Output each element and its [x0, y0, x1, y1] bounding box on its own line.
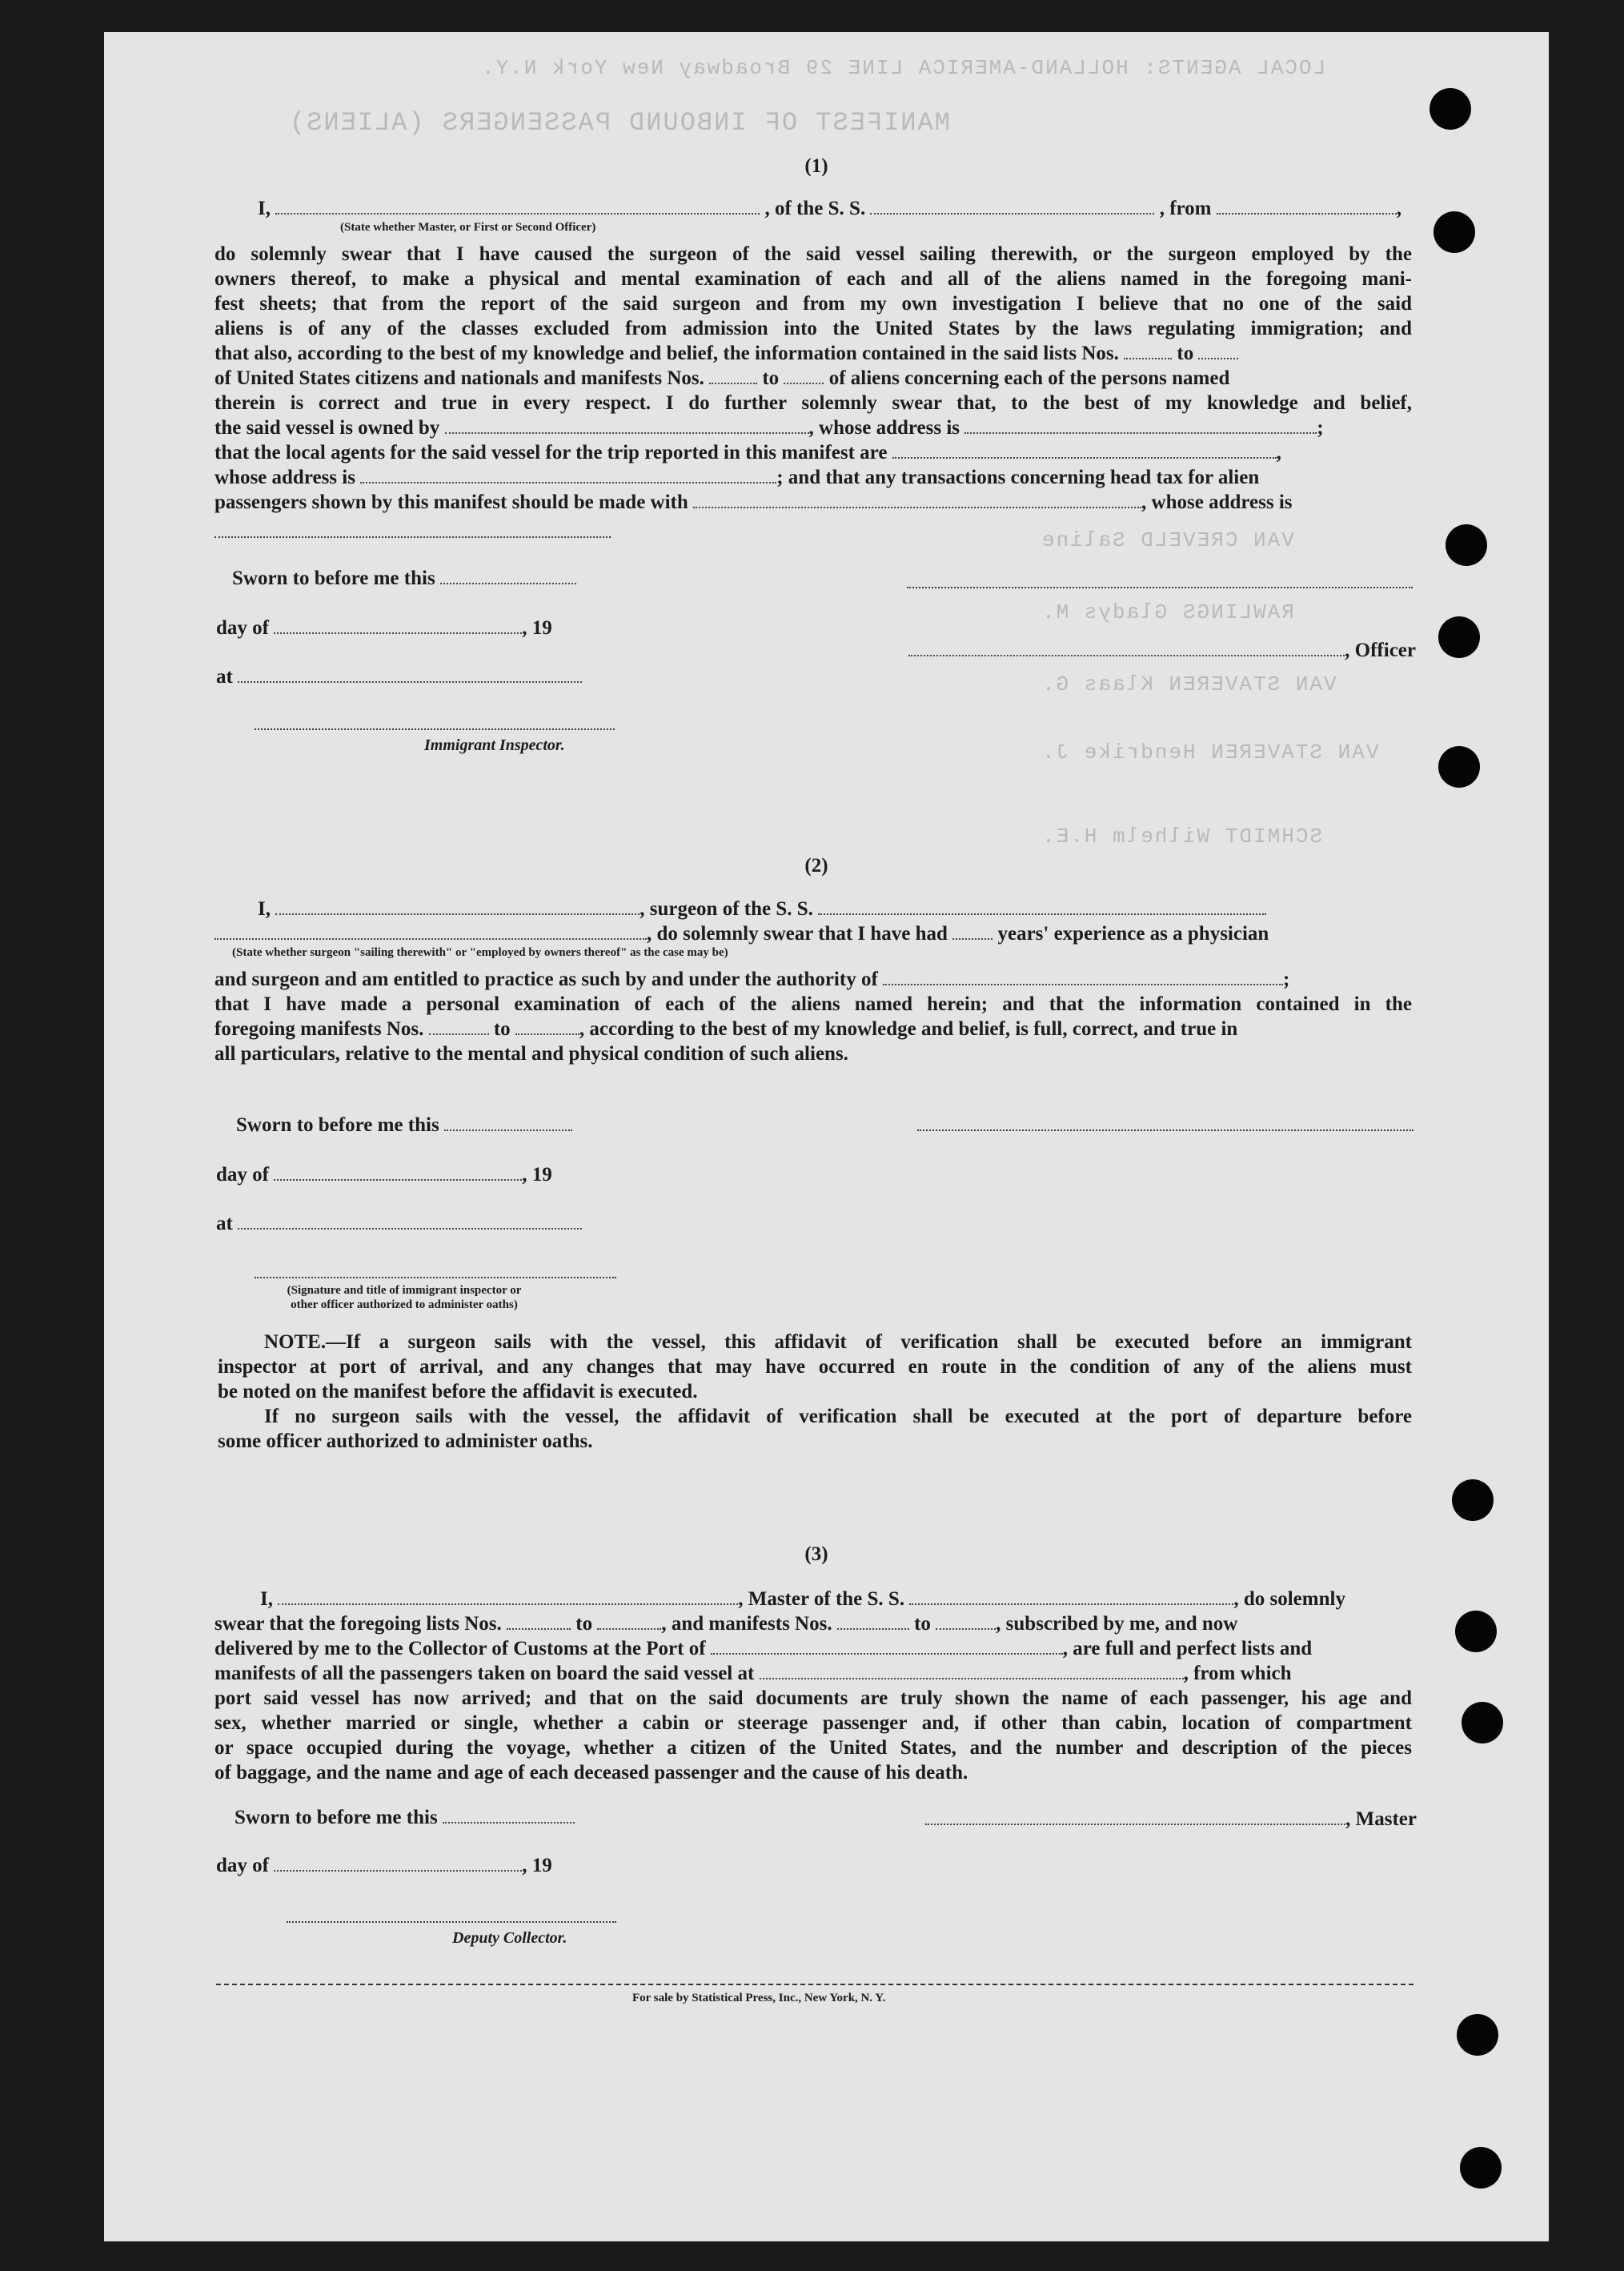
at-label: at — [216, 664, 616, 689]
sworn-date-field[interactable] — [440, 567, 576, 584]
agents-address-field[interactable] — [360, 466, 776, 483]
place-field[interactable] — [238, 1212, 582, 1230]
deputy-collector-caption: Deputy Collector. — [452, 1929, 567, 1947]
surgeon-status-note: (State whether surgeon "sailing therewith" or "employed by owners thereof" as the case may be) — [232, 946, 728, 959]
bleed-through-name: RAWLINGS Gladys M. — [1041, 600, 1294, 624]
surgeon-line: that I have made a personal examination of each of the aliens named herein; and that the information contained in the — [215, 993, 1412, 1015]
from-label: , from — [1159, 198, 1212, 219]
footer-rule — [216, 1984, 1413, 1985]
oath-line: that the local agents for the said vessel for the trip reported in this manifest are , — [215, 442, 1281, 463]
officer-signature-line-1[interactable] — [907, 587, 1413, 588]
day-of-label: day of , 19 — [216, 617, 552, 639]
punch-hole — [1462, 1702, 1503, 1743]
punch-hole — [1430, 88, 1471, 130]
punch-hole — [1457, 2014, 1498, 2056]
day-of-label: day of , 19 — [216, 1164, 552, 1186]
surgeon-line: all particulars, relative to the mental and physical condition of such aliens. — [215, 1043, 848, 1065]
owner-address-field[interactable] — [964, 416, 1317, 434]
oath-line: of United States citizens and nationals and manifests Nos. to of aliens concerning each of the persons named — [215, 367, 1230, 389]
officer-line: , Officer — [907, 638, 1416, 663]
head-tax-address-field[interactable] — [215, 536, 611, 538]
officer-title-field[interactable] — [275, 197, 760, 215]
deputy-collector-signature-line[interactable] — [287, 1921, 616, 1923]
embarkation-port-field[interactable] — [760, 1662, 1184, 1679]
bleed-through-title: MANIFEST OF INBOUND PASSENGERS (ALIENS) — [288, 108, 950, 138]
note-line: be noted on the manifest before the affidavit is executed. — [218, 1381, 698, 1402]
surgeon-signature-line[interactable] — [917, 1129, 1413, 1131]
head-tax-contact-field[interactable] — [693, 491, 1141, 508]
lists-from-field[interactable] — [1124, 342, 1172, 359]
surgeon-line: , do solemnly swear that I have had years' experience as a physician — [215, 921, 1415, 946]
master-line: or space occupied during the voyage, whether a citizen of the United States, and the number and description of the pieces — [215, 1737, 1412, 1759]
oath-line: therein is correct and true in every respect. I do further solemnly swear that, to the best of my knowledge and belief, — [215, 392, 1412, 414]
master-line: I, , Master of the S. S. , do solemnly — [260, 1588, 1345, 1610]
punch-hole — [1438, 616, 1480, 658]
departure-port-field[interactable] — [1217, 197, 1397, 215]
of-ss-label: , of the S. S. — [764, 198, 866, 219]
bleed-through-name: VAN STAVEREN Klaas G. — [1041, 672, 1337, 696]
master-lists-from-field[interactable] — [507, 1612, 571, 1630]
place-field[interactable] — [238, 665, 582, 683]
master-signature: , Master — [912, 1807, 1417, 1832]
bleed-through-name: VAN STAVEREN Hendrike J. — [1041, 740, 1379, 764]
day-of-label: day of , 19 — [216, 1855, 552, 1876]
surgeon-vessel-field[interactable] — [818, 897, 1266, 915]
surgeon-status-field[interactable] — [215, 922, 647, 940]
note-line: NOTE.—If a surgeon sails with the vessel, this affidavit of verification shall be executed before an immigrant — [264, 1331, 1412, 1353]
punch-hole — [1455, 1611, 1497, 1652]
note-line: If no surgeon sails with the vessel, the affidavit of verification shall be executed at the port of departure before — [264, 1406, 1412, 1427]
section-3-number: (3) — [804, 1543, 828, 1565]
administering-officer-signature-line[interactable] — [255, 1277, 616, 1278]
punch-hole — [1438, 746, 1480, 788]
officer-signature-field[interactable] — [908, 639, 1345, 656]
practice-authority-field[interactable] — [883, 968, 1283, 985]
vessel-name-field[interactable] — [870, 197, 1154, 215]
month-field[interactable] — [274, 616, 522, 634]
pronoun-label: I, — [258, 198, 271, 219]
sworn-date-field[interactable] — [443, 1806, 575, 1824]
sworn-date-field[interactable] — [444, 1113, 572, 1131]
local-agents-field[interactable] — [892, 441, 1277, 459]
punch-hole — [1434, 211, 1475, 253]
section-1-first-line: I, , of the S. S. , from , — [258, 198, 1401, 219]
years-experience-field[interactable] — [952, 922, 992, 940]
surgeon-line: and surgeon and am entitled to practice as such by and under the authority of ; — [215, 969, 1290, 990]
note-label: NOTE. — [264, 1331, 327, 1353]
master-vessel-field[interactable] — [909, 1587, 1233, 1605]
surgeon-manifests-to-field[interactable] — [515, 1017, 579, 1035]
officer-title-note: (State whether Master, or First or Second Officer) — [340, 221, 596, 234]
oath-line: owners thereof, to make a physical and mental examination of each and all of the aliens named in the foregoing mani- — [215, 268, 1412, 290]
printer-credit: For sale by Statistical Press, Inc., New York, N. Y. — [632, 1992, 886, 2004]
master-line: manifests of all the passengers taken on board the said vessel at , from which — [215, 1663, 1292, 1684]
bleed-through-name: VAN CREVELD Saline — [1041, 528, 1294, 552]
master-lists-to-field[interactable] — [597, 1612, 661, 1630]
bleed-through-header: LOCAL AGENTS: HOLLAND-AMERICA LINE 29 Broadway New York N.Y. — [480, 56, 1326, 80]
manifests-to-field[interactable] — [784, 367, 824, 384]
inspector-signature-line[interactable] — [255, 728, 615, 730]
oath-line: the said vessel is owned by , whose address is ; — [215, 417, 1324, 439]
inspector-caption: Immigrant Inspector. — [424, 736, 565, 754]
oath-line: fest sheets; that from the report of the said surgeon and from my own investigation I believe that no one of the said — [215, 293, 1412, 315]
note-line: inspector at port of arrival, and any changes that may have occurred en route in the condition of any of the aliens must — [218, 1356, 1412, 1378]
note-line: some officer authorized to administer oaths. — [218, 1430, 593, 1452]
master-line: sex, whether married or single, whether a cabin or steerage passenger and, if other than cabin, location of compartment — [215, 1712, 1412, 1734]
surgeon-line: foregoing manifests Nos. to , according to the best of my knowledge and belief, is full, correct, and true in — [215, 1018, 1238, 1040]
surgeon-title-field[interactable] — [275, 897, 640, 915]
bleed-through-name: SCHMIDT Wilhelm H.E. — [1041, 825, 1323, 849]
month-field[interactable] — [274, 1163, 522, 1181]
punch-hole — [1460, 2147, 1502, 2189]
lists-to-field[interactable] — [1198, 342, 1238, 359]
sworn-label: Sworn to before me this — [235, 1805, 635, 1830]
master-name-field[interactable] — [278, 1587, 738, 1605]
master-line: port said vessel has now arrived; and that on the said documents are truly shown the name of each passenger, his age and — [215, 1687, 1412, 1709]
surgeon-line: I, , surgeon of the S. S. — [258, 897, 1414, 921]
at-label: at — [216, 1211, 616, 1236]
oath-line: whose address is ; and that any transactions concerning head tax for alien — [215, 467, 1260, 488]
sworn-label: Sworn to before me this — [232, 566, 632, 591]
oath-line: aliens is of any of the classes excluded from admission into the United States by the laws regulating immigration; and — [215, 318, 1412, 339]
oath-line: do solemnly swear that I have caused the surgeon of the said vessel sailing therewith, or the surgeon employed by the — [215, 243, 1412, 265]
master-line: delivered by me to the Collector of Customs at the Port of , are full and perfect lists and — [215, 1638, 1313, 1659]
port-of-customs-field[interactable] — [711, 1637, 1063, 1655]
section-2-number: (2) — [804, 855, 828, 877]
owner-field[interactable] — [445, 416, 809, 434]
month-field[interactable] — [274, 1854, 522, 1872]
master-signature-field[interactable] — [925, 1808, 1345, 1825]
master-line: of baggage, and the name and age of each deceased passenger and the cause of his death. — [215, 1762, 968, 1783]
master-manifests-to-field[interactable] — [936, 1612, 996, 1630]
punch-hole — [1446, 524, 1487, 566]
oath-line: that also, according to the best of my knowledge and belief, the information contained in the said lists Nos. to — [215, 341, 1415, 366]
signature-note: (Signature and title of immigrant inspector or other officer authorized to administer oaths) — [287, 1284, 522, 1311]
surgeon-manifests-from-field[interactable] — [429, 1017, 489, 1035]
sworn-label: Sworn to before me this — [236, 1113, 636, 1138]
section-1-number: (1) — [804, 155, 828, 177]
manifests-from-field[interactable] — [709, 367, 757, 384]
punch-hole — [1452, 1479, 1494, 1521]
master-line: swear that the foregoing lists Nos. to , and manifests Nos. to , subscribed by me, and now — [215, 1613, 1238, 1635]
master-manifests-from-field[interactable] — [837, 1612, 909, 1630]
oath-line: passengers shown by this manifest should be made with , whose address is — [215, 492, 1293, 513]
